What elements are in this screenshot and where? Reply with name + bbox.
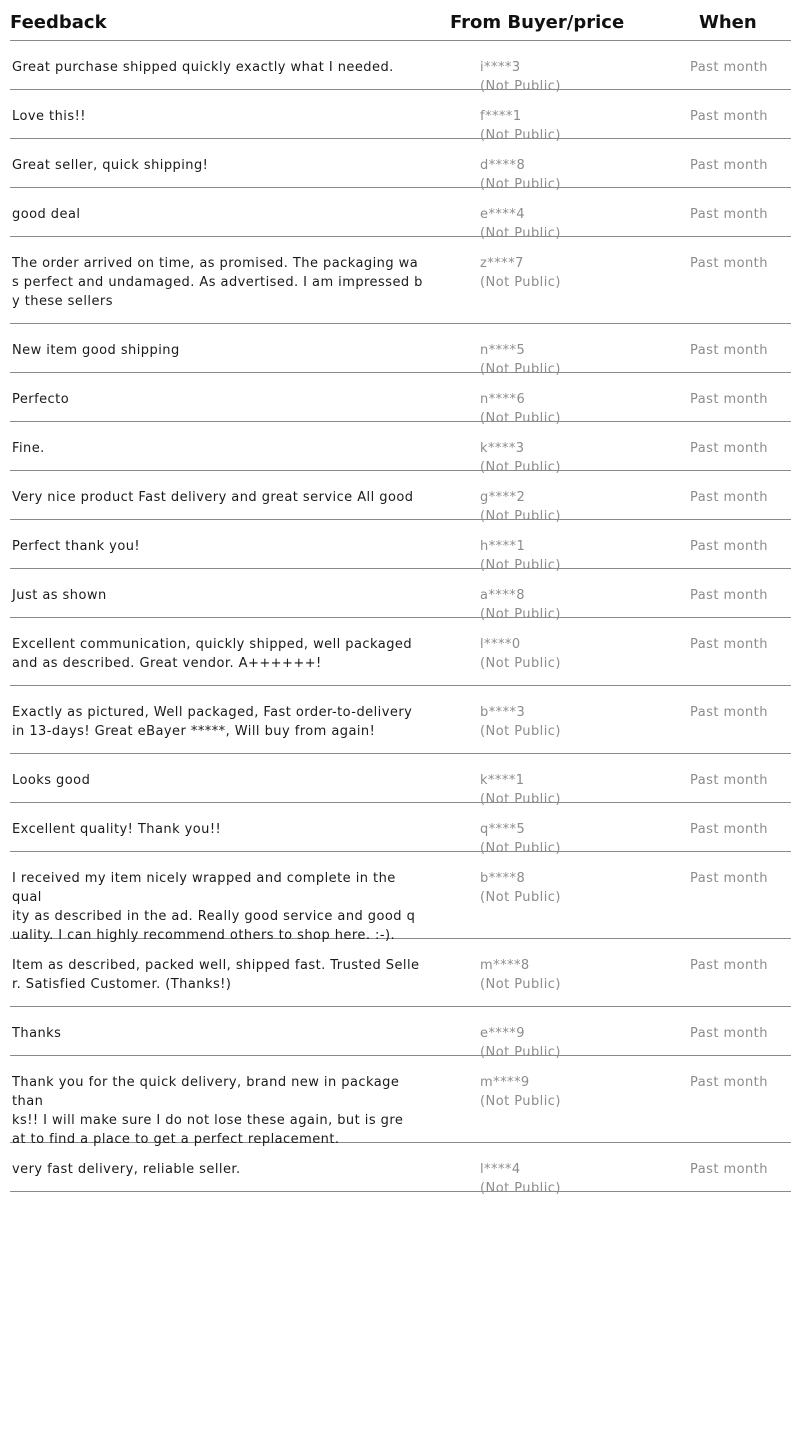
buyer-cell [480, 956, 561, 994]
table-row [10, 520, 791, 573]
buyer-id: q****5 [480, 822, 526, 837]
buyer-cell [480, 869, 561, 907]
feedback-time: Past month [690, 822, 768, 837]
table-row [10, 237, 791, 324]
feedback-time: Past month [690, 773, 768, 788]
buyer-id: g****2 [480, 490, 526, 505]
feedback-time: Past month [690, 392, 768, 407]
feedback-comment: Love this!! [12, 109, 86, 124]
feedback-time: Past month [690, 256, 768, 271]
feedback-comment: good deal [12, 207, 81, 222]
feedback-time: Past month [690, 60, 768, 75]
buyer-visibility-note: (Not Public) [480, 411, 561, 426]
feedback-comment: Thank you for the quick delivery, brand new in package than ks!! I will make sure I do not lose these again, but is gre at to find a place to get a perfect replacement. [12, 1075, 404, 1147]
buyer-visibility-note: (Not Public) [480, 275, 561, 290]
buyer-cell [480, 1160, 561, 1198]
table-row [10, 569, 791, 622]
feedback-time: Past month [690, 343, 768, 358]
buyer-visibility-note: (Not Public) [480, 890, 561, 905]
table-row [10, 41, 791, 94]
table-row [10, 618, 791, 686]
when-column-header: When [699, 12, 757, 33]
table-row [10, 686, 791, 754]
buyer-visibility-note: (Not Public) [480, 79, 561, 94]
feedback-column-header: Feedback [10, 12, 107, 33]
buyer-id: d****8 [480, 158, 526, 173]
buyer-cell [480, 1073, 561, 1111]
feedback-time: Past month [690, 1075, 768, 1090]
feedback-comment: Excellent communication, quickly shipped, well packaged and as described. Great vendor. A++++++! [12, 637, 413, 671]
buyer-visibility-note: (Not Public) [480, 607, 561, 622]
buyer-id: h****1 [480, 539, 526, 554]
feedback-comment: Just as shown [12, 588, 107, 603]
buyer-id: b****3 [480, 705, 526, 720]
buyer-id: n****6 [480, 392, 526, 407]
table-row [10, 1056, 791, 1147]
buyer-visibility-note: (Not Public) [480, 460, 561, 475]
feedback-time: Past month [690, 490, 768, 505]
table-header [10, 0, 791, 41]
buyer-visibility-note: (Not Public) [480, 177, 561, 192]
feedback-time: Past month [690, 109, 768, 124]
buyer-id: m****9 [480, 1075, 530, 1090]
buyer-visibility-note: (Not Public) [480, 362, 561, 377]
feedback-comment: very fast delivery, reliable seller. [12, 1162, 241, 1177]
buyer-visibility-note: (Not Public) [480, 656, 561, 671]
buyer-visibility-note: (Not Public) [480, 977, 561, 992]
buyer-id: e****9 [480, 1026, 525, 1041]
buyer-id: z****7 [480, 256, 524, 271]
buyer-id: e****4 [480, 207, 525, 222]
feedback-comment: The order arrived on time, as promised. The packaging wa s perfect and undamaged. As advertised. I am impressed b y these sellers [12, 256, 423, 309]
buyer-id: k****3 [480, 441, 525, 456]
buyer-id: i****3 [480, 60, 521, 75]
table-row [10, 90, 791, 143]
buyer-visibility-note: (Not Public) [480, 1045, 561, 1060]
table-row [10, 188, 791, 241]
buyer-id: f****1 [480, 109, 522, 124]
feedback-time: Past month [690, 1026, 768, 1041]
feedback-time: Past month [690, 871, 768, 886]
buyer-visibility-note: (Not Public) [480, 724, 561, 739]
table-row [10, 939, 791, 1007]
buyer-column-header: From Buyer/price [450, 12, 625, 33]
buyer-id: l****4 [480, 1162, 521, 1177]
feedback-comment: New item good shipping [12, 343, 180, 358]
feedback-time: Past month [690, 958, 768, 973]
table-row [10, 852, 791, 943]
buyer-visibility-note: (Not Public) [480, 226, 561, 241]
feedback-comment: Thanks [12, 1026, 62, 1041]
feedback-comment: Great purchase shipped quickly exactly what I needed. [12, 60, 394, 75]
feedback-time: Past month [690, 1162, 768, 1177]
feedback-time: Past month [690, 705, 768, 720]
table-row [10, 422, 791, 475]
buyer-visibility-note: (Not Public) [480, 558, 561, 573]
feedback-comment: Item as described, packed well, shipped fast. Trusted Selle r. Satisfied Customer. (Thanks!) [12, 958, 420, 992]
buyer-visibility-note: (Not Public) [480, 509, 561, 524]
table-row [10, 373, 791, 426]
feedback-comment: Excellent quality! Thank you!! [12, 822, 222, 837]
buyer-visibility-note: (Not Public) [480, 1181, 561, 1196]
table-row [10, 324, 791, 377]
feedback-comment: Perfecto [12, 392, 70, 407]
feedback-time: Past month [690, 539, 768, 554]
buyer-visibility-note: (Not Public) [480, 1094, 561, 1109]
table-row [10, 1143, 791, 1196]
table-row [10, 803, 791, 856]
table-row [10, 1007, 791, 1060]
table-row [10, 471, 791, 524]
feedback-comment: Perfect thank you! [12, 539, 141, 554]
buyer-cell [480, 703, 561, 741]
table-row [10, 754, 791, 807]
feedback-table [10, 0, 791, 1196]
table-row [10, 139, 791, 192]
buyer-id: a****8 [480, 588, 525, 603]
buyer-id: n****5 [480, 343, 526, 358]
feedback-time: Past month [690, 207, 768, 222]
feedback-time: Past month [690, 441, 768, 456]
feedback-time: Past month [690, 158, 768, 173]
buyer-id: l****0 [480, 637, 521, 652]
buyer-id: b****8 [480, 871, 526, 886]
buyer-visibility-note: (Not Public) [480, 128, 561, 143]
buyer-cell [480, 254, 561, 292]
feedback-time: Past month [690, 637, 768, 652]
feedback-comment: Very nice product Fast delivery and great service All good [12, 490, 414, 505]
feedback-comment: Looks good [12, 773, 91, 788]
feedback-comment: Great seller, quick shipping! [12, 158, 209, 173]
buyer-id: m****8 [480, 958, 530, 973]
feedback-time: Past month [690, 588, 768, 603]
feedback-comment: I received my item nicely wrapped and complete in the qual ity as described in the ad. Really good service and good q uality. I can highly recommend others to shop here. :-). [12, 871, 416, 943]
feedback-comment: Exactly as pictured, Well packaged, Fast order-to-delivery in 13-days! Great eBayer *****, Will buy from again! [12, 705, 413, 739]
feedback-comment: Fine. [12, 441, 45, 456]
buyer-visibility-note: (Not Public) [480, 841, 561, 856]
buyer-id: k****1 [480, 773, 525, 788]
buyer-cell [480, 635, 561, 673]
buyer-visibility-note: (Not Public) [480, 792, 561, 807]
